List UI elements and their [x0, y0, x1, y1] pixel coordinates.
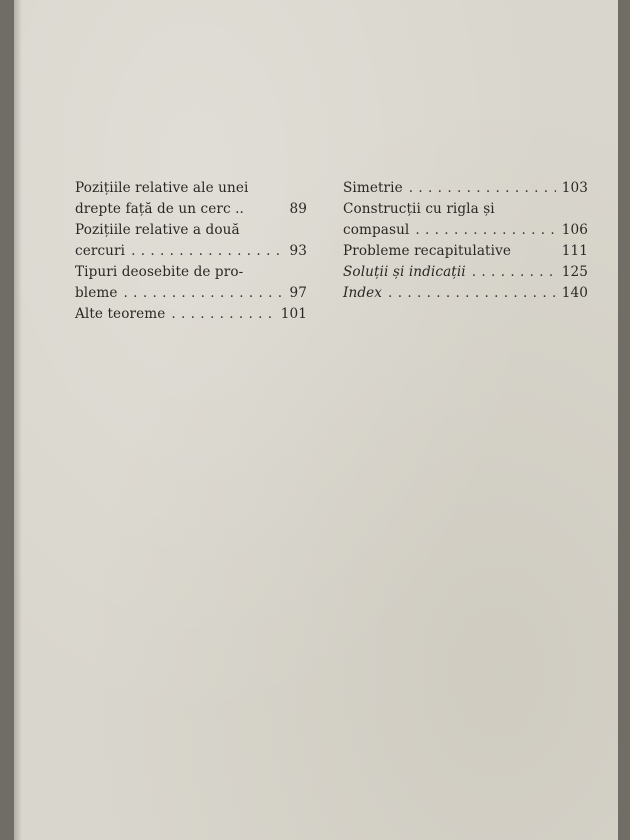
- toc-entry-page: 101: [280, 306, 307, 322]
- toc-entry-tipuri-probleme: [75, 262, 307, 304]
- toc-entry-page: 93: [289, 243, 307, 259]
- toc-entry-simetrie: [343, 178, 588, 199]
- toc-entry-pozitiile-cercuri: [75, 220, 307, 262]
- toc-entry-alte-teoreme: [75, 304, 307, 325]
- toc-entry-title-line: compasul: [343, 222, 410, 238]
- toc-entry-solutii: [343, 262, 588, 283]
- toc-entry-title-line: Pozițiile relative ale unei: [75, 180, 249, 196]
- toc-column-left: [75, 178, 307, 325]
- toc-dot-leader: [131, 241, 283, 262]
- toc-entry-title-line: cercuri: [75, 243, 126, 259]
- toc-entry-title-line: Pozițiile relative a două: [75, 222, 240, 238]
- toc-entry-title-line: drepte față de un cerc ..: [75, 201, 244, 217]
- toc-column-right: [343, 178, 588, 304]
- toc-entry-title-line: bleme: [75, 285, 118, 301]
- toc-entry-index: [343, 283, 588, 304]
- toc-entry-title-line: Tipuri deosebite de pro-: [75, 264, 244, 280]
- toc-entry-page: 125: [561, 264, 588, 280]
- toc-dot-leader: [124, 283, 284, 304]
- toc-entry-page: 111: [561, 243, 588, 259]
- toc-dot-leader: [472, 262, 556, 283]
- toc-entry-title-line: Simetrie: [343, 180, 403, 196]
- toc-entry-page: 89: [289, 201, 307, 217]
- toc-entry-probleme-recapitulative: [343, 241, 588, 262]
- toc-dot-leader: [388, 283, 556, 304]
- toc-entry-title-line: Alte teoreme: [75, 306, 166, 322]
- toc-entry-constructii: [343, 199, 588, 241]
- toc-dot-leader: [171, 304, 274, 325]
- toc-dot-leader: [409, 178, 556, 199]
- toc-entry-title-line: Construcții cu rigla și: [343, 201, 495, 217]
- toc-entry-page: 106: [561, 222, 588, 238]
- toc-entry-page: 97: [289, 285, 307, 301]
- toc-dot-leader: [415, 220, 555, 241]
- toc-entry-title-line: Probleme recapitulative: [343, 243, 511, 259]
- page-edge-shadow: [14, 0, 22, 840]
- toc-entry-title-line: Index: [343, 285, 383, 301]
- toc-entry-pozitiile-drepte: [75, 178, 307, 220]
- toc-entry-title-line: Soluții și indicații: [343, 264, 466, 280]
- book-page: [14, 0, 618, 840]
- toc-entry-page: 140: [561, 285, 588, 301]
- toc-entry-page: 103: [561, 180, 588, 196]
